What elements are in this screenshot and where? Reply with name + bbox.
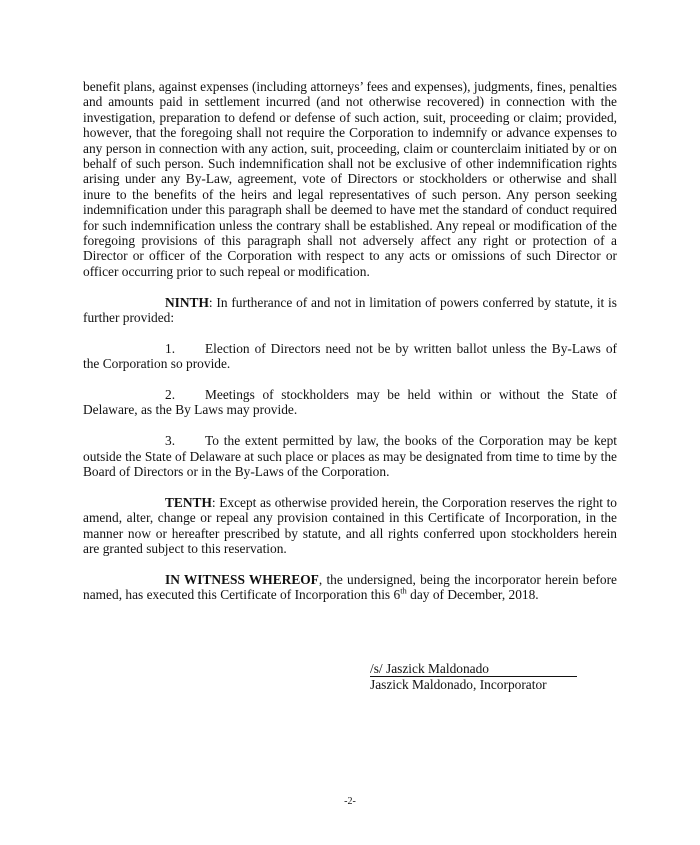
ninth-text: : In furtherance of and not in limitation of powers conferred by statute, it is further provided: <box>83 294 617 326</box>
date-superscript: th <box>400 585 407 596</box>
item-text: To the extent permitted by law, the books of the Corporation may be kept outside the State of Delaware at such place or places as may be designated from time to time by the Board of Directors or in the By-Laws of the Corporation. <box>83 433 617 480</box>
ninth-item-3 <box>83 433 617 479</box>
page-number: -2- <box>344 796 356 807</box>
ninth-item-2 <box>83 387 617 418</box>
witness-heading: IN WITNESS WHEREOF <box>165 571 319 587</box>
tenth-heading: TENTH <box>165 494 212 510</box>
indemnification-paragraph: benefit plans, against expenses (including attorneys’ fees and expenses), judgments, fines, penalties and amounts paid in settlement incurred (and not otherwise recovered) in connection with the investigation, preparation to defend or defense of such action, suit, proceeding or claim; provided, however, that the foregoing shall not require the Corporation to indemnify or advance expenses to any person in connection with any action, suit, proceeding, claim or counterclaim initiated by or on behalf of such person. Such indemnification shall not be exclusive of other indemnification rights arising under any By-Law, agreement, vote of Directors or stockholders or otherwise and shall inure to the benefits of the heirs and legal representatives of such person. Any person seeking indemnification under this paragraph shall be deemed to have met the standard of conduct required for such indemnification unless the contrary shall be established. Any repeal or modification of the foregoing provisions of this paragraph shall not adversely affect any right or protection of a Director or officer of the Corporation with respect to any acts or omissions of such Director or officer occurring prior to such repeal or modification. <box>83 79 617 279</box>
item-number: 3. <box>165 433 176 449</box>
item-text: Meetings of stockholders may be held within or without the State of Delaware, as the By Laws may provide. <box>83 387 617 418</box>
item-number: 1. <box>165 340 176 356</box>
signature-line: /s/ Jaszick Maldonado <box>370 661 577 677</box>
witness-clause <box>83 572 617 603</box>
ninth-item-1 <box>83 341 617 372</box>
witness-date-text: day of December, 2018. <box>406 587 539 603</box>
document-body <box>83 79 617 618</box>
ninth-article <box>83 295 617 326</box>
tenth-article <box>83 495 617 557</box>
signature-block <box>370 661 600 693</box>
signatory-name: Jaszick Maldonado, Incorporator <box>370 677 547 692</box>
item-text: Election of Directors need not be by written ballot unless the By-Laws of the Corporation so provide. <box>83 340 617 372</box>
tenth-text: : Except as otherwise provided herein, the Corporation reserves the right to amend, alter, change or repeal any provision contained in this Certificate of Incorporation, in the manner now or hereafter prescribed by statute, and all rights conferred upon stockholders herein are granted subject to this reservation. <box>83 494 617 557</box>
item-number: 2. <box>165 387 176 403</box>
witness-text: , the undersigned, being the incorporator herein before named, has executed this Certificate of Incorporation this 6 <box>83 571 617 603</box>
ninth-heading: NINTH <box>165 294 209 310</box>
